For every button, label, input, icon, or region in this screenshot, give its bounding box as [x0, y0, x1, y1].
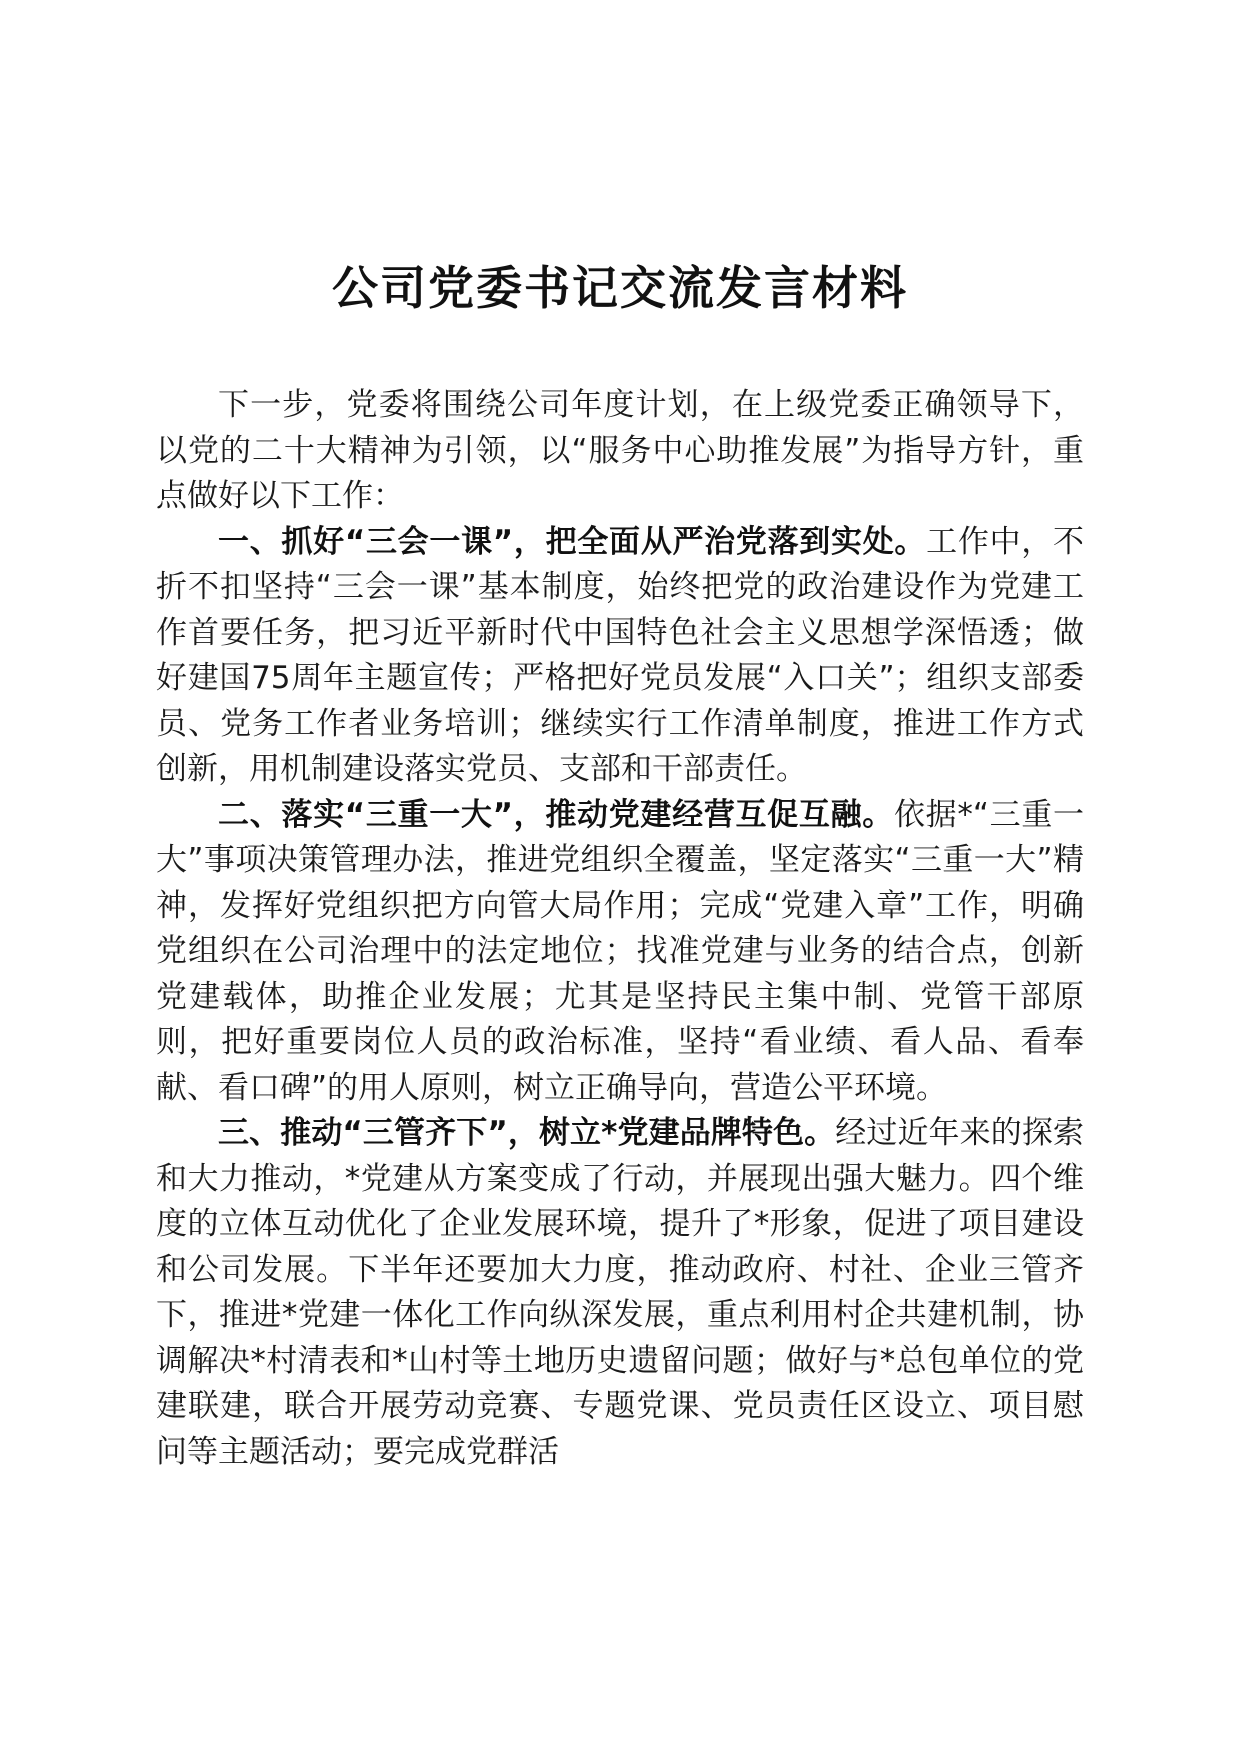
section-heading-1: 一、抓好“三会一课”，把全面从严治党落到实处。: [218, 523, 927, 560]
document-title: 公司党委书记交流发言材料: [332, 261, 908, 315]
section-heading-3: 三、推动“三管齐下”，树立*党建品牌特色。: [218, 1115, 836, 1151]
section-text-2: 依据*“三重一大”事项决策管理办法，推进党组织全覆盖，坚定落实“三重一大”精神，发挥好党组织把方向管大局作用；完成“党建入章”工作，明确党组织在公司治理中的法定地位；找准党建与业务的结合点，创新党建载体，助推企业发展；尤其是坚持民主集中制、党管干部原则，把好重要岗位人员的政治标准，坚持“看业绩、看人品、看奉献、看口碑”的用人原则，树立正确导向，营造公平环境。: [156, 796, 1085, 1106]
section-paragraph-3: [156, 1111, 1084, 1475]
section-paragraph-2: [156, 793, 1084, 1112]
section-text-3: 经过近年来的探索和大力推动，*党建从方案变成了行动，并展现出强大魅力。四个维度的立体互动优化了企业发展环境，提升了*形象，促进了项目建设和公司发展。下半年还要加大力度，推动政府、村社、企业三管齐下，推进*党建一体化工作向纵深发展，重点利用村企共建机制，协调解决*村清表和*山村等土地历史遗留问题；做好与*总包单位的党建联建，联合开展劳动竞赛、专题党课、党员责任区设立、项目慰问等主题活动；要完成党群活: [156, 1115, 1084, 1470]
intro-paragraph: 下一步，党委将围绕公司年度计划，在上级党委正确领导下，以党的二十大精神为引领，以“服务中心助推发展”为指导方针，重点做好以下工作：: [156, 387, 1084, 514]
section-heading-2: 二、落实“三重一大”，推动党建经营互促互融。: [218, 796, 894, 833]
document-body: [156, 383, 1084, 1475]
section-text-1: 工作中，不折不扣坚持“三会一课”基本制度，始终把党的政治建设作为党建工作首要任务，把习近平新时代中国特色社会主义思想学深悟透；做好建国75周年主题宣传；严格把好党员发展“入口关”；组织支部委员、党务工作者业务培训；继续实行工作清单制度，推进工作方式创新，用机制建设落实党员、支部和干部责任。: [156, 523, 1085, 787]
section-paragraph-1: [156, 520, 1084, 793]
